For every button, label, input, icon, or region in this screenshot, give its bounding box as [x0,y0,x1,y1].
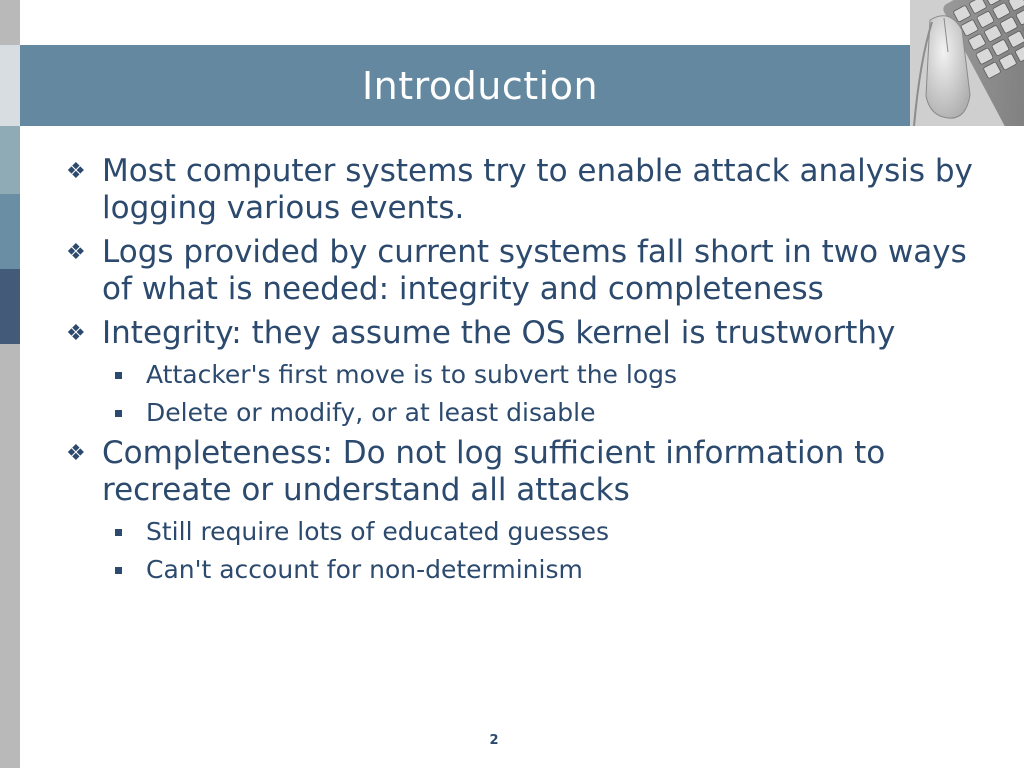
square-bullet-icon [112,554,146,585]
bullet-text: Integrity: they assume the OS kernel is trustworthy [102,315,896,351]
sub-bullet-item [60,397,1000,428]
square-bullet-icon [112,359,146,390]
strip-segment [0,45,20,126]
square-bullet-icon [112,516,146,547]
page-number: 2 [489,733,499,748]
slide-body [60,153,1000,592]
strip-segment [0,194,20,269]
sub-bullet-text: Attacker's first move is to subvert the logs [146,360,678,389]
strip-segment [0,126,20,194]
strip-segment [0,269,20,344]
four-diamond-bullet-icon: ❖ [66,321,86,346]
square-bullet-icon [112,397,146,428]
four-diamond-bullet-icon: ❖ [66,159,86,184]
sub-bullet-item [60,554,1000,585]
bullet-text: Most computer systems try to enable attack analysis by logging various events. [102,153,973,226]
sub-bullet-text: Still require lots of educated guesses [146,517,610,546]
bullet-text: Completeness: Do not log sufficient information to recreate or understand all attacks [102,435,886,508]
sub-bullet-text: Can't account for non-determinism [146,555,583,584]
four-diamond-bullet-icon: ❖ [66,240,86,265]
slide-title: Introduction [361,63,599,108]
bullet-item [60,153,1000,227]
four-diamond-bullet-icon: ❖ [66,441,86,466]
bullet-item [60,435,1000,509]
bullet-item [60,315,1000,352]
keyboard-mouse-photo [910,0,1024,126]
bullet-text: Logs provided by current systems fall short in two ways of what is needed: integrity and completeness [102,234,967,307]
sub-bullet-item [60,516,1000,547]
bullet-item [60,234,1000,308]
sub-bullet-text: Delete or modify, or at least disable [146,398,596,427]
keyboard-mouse-icon [910,0,1024,126]
left-accent-strip [0,0,20,768]
sub-bullet-item [60,359,1000,390]
